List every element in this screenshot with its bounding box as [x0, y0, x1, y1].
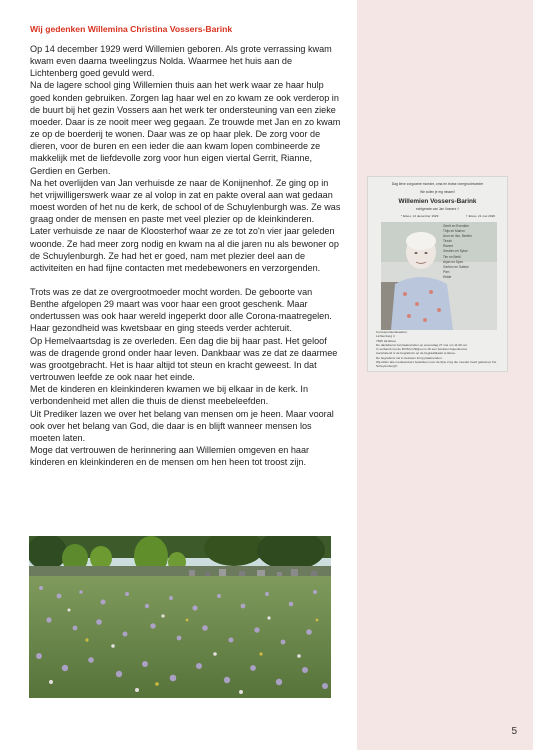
family-entry: Aron en Ilse, Benthe: [443, 234, 472, 239]
page-heading: Wij gedenken Willemina Christina Vossers-Barink: [30, 24, 233, 34]
paragraph: Op Hemelvaartsdag is ze overleden. Een dag die bij haar past. Het geloof was de dragende grond onder haar leven. Dankbaar was ze dat ze daarmee was grootgebracht. Het is haar altijd tot steun en kracht geweest. In dat vertrouwen leefde ze ook naar het einde.: [30, 335, 338, 383]
card-footer: [376, 330, 504, 369]
card-name-sub: echtgenote van Jan Vossers †: [416, 207, 459, 211]
paragraph: Trots was ze dat ze overgrootmoeder mocht worden. De geboorte van Benthe afgelopen 29 maart was voor haar een groot geschenk. Maar ondertussen was ook haar wereld ingeperkt door alle Corona-maatregelen. Haar gezondheid was kwetsbaar en ging steeds verder achteruit.: [30, 286, 332, 334]
paragraph: Na de lagere school ging Willemien thuis aan het werk waar ze haar hulp goed konden gebruiken. Zorgen lag haar wel en zo kwam ze ook verderop in de buurt bij het gezin Vossers aan het werk ter ondersteuning van een zieke moeder. Daar is ze nooit meer weg gegaan. Ze trouwde met Jan en zo kwam ze op de boerderij te wonen. Daar was ze op haar plek. De zorg voor de dieren, voor de buren en een ieder die aan kwam lopen combineerde ze makkelijk met de liefdevolle zorg voor hun eigen viertal Gerrit, Rianne, Gerdien en Gerben.: [30, 80, 341, 176]
card-intro: Dag lieve zorgzame moeder, oma en trotse overgrootmoeder: [391, 182, 484, 186]
family-entry: Pien: [443, 269, 450, 274]
paragraph: Later verhuisde ze naar de Kloosterhof waar ze ze tot zo'n vier jaar geleden woonde. Ze had meer zorg nodig en kwam na al die jaren nu als bewoner op de Schuylenburgh. Ze had het er goed, nam met plezier deel aan de activiteiten en had fijne contacten met medebewoners en verzorgenden.: [30, 226, 339, 273]
footer-line: In verband met de RIVM-richtlijnen is dit een besloten bijeenkomst.: [376, 347, 468, 352]
paragraph: Op 14 december 1929 werd Willemien geboren. Als grote verrassing kwam kwam even daarna tweelingzus Nolda. Waarmee het huis aan de Lichtenberg goed gevuld werd.: [30, 44, 332, 79]
card-family-list: [443, 224, 503, 280]
footer-line: Wij willen alle medewerkers bedanken voor de fijne zorg die moeder heeft gehad op 'De Schuylenburgh'.: [376, 360, 497, 369]
side-panel: [357, 0, 533, 750]
family-entry: Rianne: [443, 244, 454, 249]
family-entry: Arjan en Sjors: [443, 259, 464, 264]
family-entry: Tim en Bertil: [443, 254, 461, 259]
footer-line: 7665 LE Elsoo: [376, 338, 397, 343]
article-body: [30, 43, 342, 468]
family-entry: Gerdien en Sytse: [443, 249, 468, 254]
footer-line: Correspondentieadres:: [376, 330, 408, 334]
page-number: 5: [511, 726, 517, 737]
card-subintro: We zullen je erg missen!: [420, 190, 455, 194]
footer-line: De dankdienst zal plaatsvinden op woensdag 27 mei om 11.00 uur.: [376, 342, 468, 347]
card-date-died: † Elsoo, 21 mei 2020: [466, 214, 496, 218]
paragraph: Met de kinderen en kleinkinderen kwamen we bij elkaar in de kerk. In verbondenheid met allen die thuis de dienst meebeleefden.: [30, 384, 309, 407]
footer-line: De begrafenis zal in besloten kring plaatsvinden.: [376, 355, 443, 360]
paragraph: Moge dat vertrouwen de herinnering aan Willemien omgeven en haar kinderen en kleinkinderen en de mensen om hen heen tot troost zijn.: [30, 445, 310, 468]
paragraph: Uit Prediker lazen we over het belang van mensen om je heen. Maar vooral ook over het belang van God, die daar is en blijft wanneer mensen los moeten laten.: [30, 408, 334, 443]
paragraph: Na het overlijden van Jan verhuisde ze naar de Konijnenhof. Ze ging op in het vrijwilligerswerk waar ze al volop in zat en pakte overal aan wat gedaan moest worden of het nu de kerk, de school of de Schuylenburgh was. Ze was graag onder de mensen en paste met veel plezier op de kleinkinderen.: [30, 177, 341, 225]
family-entry: Thijs en Marion: [443, 229, 465, 234]
card-name: Willemien Vossers-Barink: [398, 198, 477, 205]
cemetery-flowers-photo: [29, 536, 331, 698]
family-entry: Gerrit en Everdien: [443, 224, 469, 228]
family-entry: Gerben en Sabine: [443, 264, 469, 269]
mourning-card: [367, 176, 508, 372]
footer-line: Aansluitend is de begrafenis op de begraafplaats te Elsoo.: [376, 351, 456, 356]
card-date-born: * Elsoo, 14 december 1929: [401, 214, 439, 218]
family-entry: Hidde: [443, 274, 452, 279]
footer-line: Lichtenberg 4: [376, 334, 395, 339]
family-entry: Tirzah: [443, 239, 452, 244]
